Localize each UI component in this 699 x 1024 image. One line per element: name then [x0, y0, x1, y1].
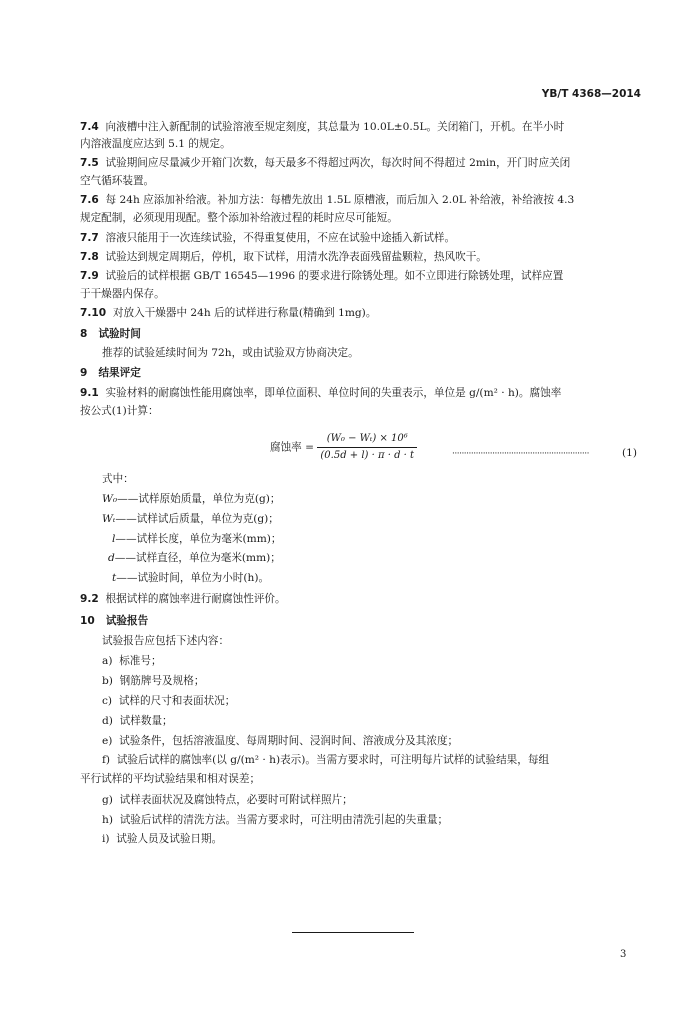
clause-7-9: [80, 269, 563, 283]
list-text: 试验条件，包括溶液温度、每周期时间、浸润时间、溶液成分及其浓度；: [119, 735, 459, 747]
variable-symbol: d: [108, 552, 115, 564]
clause-7-5-cont: 空气循环装置。: [80, 175, 155, 187]
variable-symbol: t: [112, 572, 117, 584]
clause-number: 7.8: [80, 251, 99, 263]
page-number: 3: [620, 949, 627, 960]
list-item: [102, 813, 448, 827]
list-key: a): [102, 655, 113, 667]
clause-9-2: [80, 592, 286, 606]
section-10-heading: [80, 613, 148, 628]
list-key: i): [102, 833, 110, 845]
clause-9-1: [80, 386, 561, 400]
where-label: 式中：: [102, 473, 134, 485]
list-item: [102, 674, 204, 688]
formula-leader-dots: ··························································: [452, 449, 589, 459]
variable-desc: ——试样长度，单位为毫米(mm)；: [115, 533, 282, 545]
clause-9-1-cont: 按公式(1)计算：: [80, 405, 159, 417]
variable-desc: ——试样试后质量，单位为克(g)；: [115, 513, 279, 525]
clause-number: 7.6: [80, 194, 99, 206]
standard-number: YB/T 4368—2014: [541, 88, 641, 100]
variable-symbol: Wₜ: [102, 513, 116, 525]
clause-text: 每 24h 应添加补给液。补加方法：每槽先放出 1.5L 原槽液，而后加入 2.0L 补给液，补给液按 4.3: [105, 194, 575, 206]
clause-text: 实验材料的耐腐蚀性能用腐蚀率，即单位面积、单位时间的失重表示，单位是 g/(m² · h)。腐蚀率: [105, 387, 562, 399]
section-number: 10: [80, 615, 95, 627]
list-text: 试验后试样的清洗方法。当需方要求时，可注明由清洗引起的失重量；: [119, 814, 449, 826]
list-text: 试样表面状况及腐蚀特点，必要时可附试样照片；: [119, 794, 353, 806]
clause-7-10: [80, 306, 376, 320]
list-item: [102, 832, 222, 846]
list-item: [102, 793, 353, 807]
list-key: d): [102, 715, 113, 727]
end-rule: [292, 932, 414, 933]
formula-number: (1): [622, 447, 638, 459]
list-text: 标准号；: [119, 655, 162, 667]
list-item: [102, 753, 549, 767]
report-intro: 试验报告应包括下述内容：: [102, 635, 230, 647]
section-9-heading: [80, 365, 141, 380]
clause-number: 9.2: [80, 593, 99, 605]
list-item-cont: 平行试样的平均试验结果和相对误差；: [80, 773, 261, 785]
list-key: h): [102, 814, 113, 826]
clause-text: 试验达到规定周期后，停机，取下试样，用清水洗净表面残留盐颗粒，热风吹干。: [105, 251, 487, 263]
list-text: 试验人员及试验日期。: [116, 833, 223, 845]
clause-number: 9.1: [80, 387, 99, 399]
clause-text: 试验期间应尽量减少开箱门次数，每天最多不得超过两次，每次时间不得超过 2min，开门时应关闭: [105, 157, 571, 169]
clause-number: 7.5: [80, 157, 99, 169]
section-title: 试验报告: [105, 615, 149, 627]
clause-7-6: [80, 193, 574, 207]
clause-text: 溶液只能用于一次连续试验，不得重复使用，不应在试验中途插入新试样。: [105, 232, 456, 244]
variable-desc: ——试验时间，单位为小时(h)。: [116, 572, 270, 584]
variable-d: [108, 551, 281, 565]
clause-number: 7.9: [80, 270, 99, 282]
list-key: c): [102, 695, 113, 707]
section-title: 试验时间: [98, 328, 141, 340]
clause-number: 7.10: [80, 307, 107, 319]
list-item: [102, 734, 458, 748]
section-8-heading: [80, 326, 141, 341]
clause-7-9-cont: 于干燥器内保存。: [80, 288, 165, 300]
variable-symbol: W₀: [102, 493, 118, 505]
clause-number: 7.7: [80, 232, 99, 244]
clause-number: 7.4: [80, 121, 99, 133]
list-text: 钢筋牌号及规格；: [119, 675, 205, 687]
list-item: [102, 654, 162, 668]
list-text: 试验后试样的腐蚀率(以 g/(m² · h)表示)。当需方要求时，可注明每片试样的试验结果，每组: [116, 754, 550, 766]
clause-7-4: [80, 120, 564, 134]
variable-w0: [102, 492, 281, 506]
variable-l: [112, 532, 281, 546]
list-key: f): [102, 754, 111, 766]
list-key: g): [102, 794, 113, 806]
section-8-text: 推荐的试验延续时间为 72h，或由试验双方协商决定。: [102, 347, 359, 359]
variable-t: [112, 571, 269, 585]
section-number: 9: [80, 367, 88, 379]
section-title: 结果评定: [98, 367, 141, 379]
variable-symbol: l: [112, 533, 116, 545]
list-text: 试样数量；: [119, 715, 173, 727]
clause-text: 对放入干燥器中 24h 后的试样进行称量(精确到 1mg)。: [112, 307, 377, 319]
clause-text: 向液槽中注入新配制的试验溶液至规定刻度，其总量为 10.0L±0.5L。关闭箱门，开机。在半小时: [105, 121, 565, 133]
section-number: 8: [80, 328, 88, 340]
formula-lhs: 腐蚀率 =: [270, 441, 315, 454]
clause-7-5: [80, 156, 570, 170]
formula-denominator: (0.5d + l) · π · d · t: [320, 450, 415, 461]
variable-wt: [102, 512, 279, 526]
list-key: e): [102, 735, 113, 747]
list-key: b): [102, 675, 113, 687]
formula-fraction: [317, 432, 417, 463]
clause-7-4-cont: 内溶液温度应达到 5.1 的规定。: [80, 138, 231, 150]
clause-text: 试验后的试样根据 GB/T 16545—1996 的要求进行除锈处理。如不立即进行除锈处理，试样应置: [105, 270, 564, 282]
formula-numerator: (W₀ − Wₜ) × 10⁶: [317, 432, 417, 448]
variable-desc: ——试样原始质量，单位为克(g)；: [117, 493, 281, 505]
formula-1: [270, 432, 417, 463]
clause-7-7: [80, 231, 455, 245]
clause-7-6-cont: 规定配制，必须现用现配。整个添加补给液过程的耗时应尽可能短。: [80, 212, 398, 224]
list-item: [102, 714, 173, 728]
clause-text: 根据试样的腐蚀率进行耐腐蚀性评价。: [105, 593, 286, 605]
clause-7-8: [80, 250, 487, 264]
list-text: 试样的尺寸和表面状况；: [118, 695, 236, 707]
list-item: [102, 694, 235, 708]
variable-desc: ——试样直径，单位为毫米(mm)；: [114, 552, 281, 564]
